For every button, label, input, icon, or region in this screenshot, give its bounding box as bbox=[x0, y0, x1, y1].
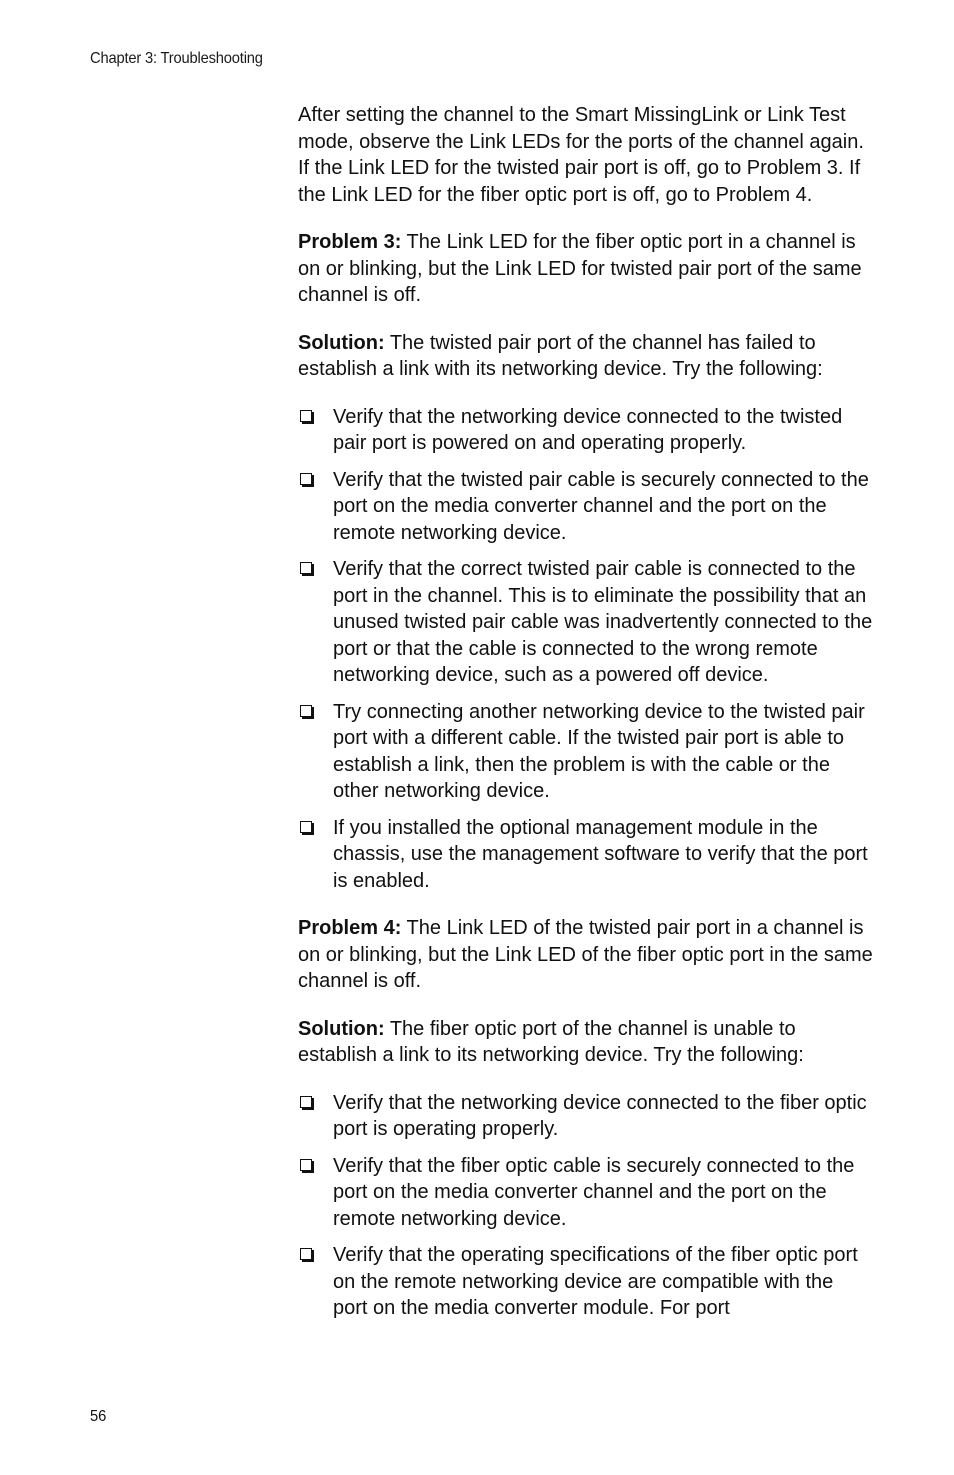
checkbox-icon bbox=[300, 562, 312, 574]
problem-3-text: The Link LED for the fiber optic port in a channel is on or blinking, but the Link LED for twisted pair port of the same channel is off. bbox=[298, 231, 862, 306]
checkbox-icon bbox=[300, 1248, 312, 1260]
list-item bbox=[298, 1153, 873, 1233]
solution-4-label: Solution: bbox=[298, 1017, 385, 1040]
checkbox-icon bbox=[300, 705, 312, 717]
list-item-text: If you installed the optional management module in the chassis, use the management software to verify that the port is enabled. bbox=[333, 816, 868, 892]
list-item-text: Verify that the twisted pair cable is securely connected to the port on the media converter channel and the port on the remote networking device. bbox=[333, 468, 869, 544]
solution-3-text: The twisted pair port of the channel has failed to establish a link with its networking device. Try the following: bbox=[298, 331, 823, 380]
list-item-text: Verify that the correct twisted pair cable is connected to the port in the channel. This is to eliminate the possibility that an unused twisted pair cable was inadvertently connected to the port or that the cable is connected to the wrong remote networking device, such as a powered off device. bbox=[333, 558, 873, 686]
problem-4-checklist bbox=[298, 1090, 873, 1322]
problem-3-paragraph bbox=[298, 229, 873, 309]
list-item-text: Verify that the operating specifications of the fiber optic port on the remote networking device are compatible with the port on the media converter module. For port bbox=[333, 1244, 858, 1319]
solution-3-paragraph bbox=[298, 330, 873, 383]
list-item-text: Verify that the networking device connected to the fiber optic port is operating properly. bbox=[333, 1091, 867, 1140]
list-item-text: Try connecting another networking device to the twisted pair port with a different cable. If the twisted pair port is able to establish a link, then the problem is with the cable or the other networking device. bbox=[333, 700, 865, 802]
page-number: 56 bbox=[90, 1408, 107, 1425]
problem-4-paragraph bbox=[298, 915, 873, 995]
solution-3-label: Solution: bbox=[298, 331, 385, 354]
solution-4-text: The fiber optic port of the channel is unable to establish a link to its networking device. Try the following: bbox=[298, 1017, 804, 1066]
problem-3-checklist bbox=[298, 404, 873, 895]
intro-paragraph: After setting the channel to the Smart MissingLink or Link Test mode, observe the Link LEDs for the ports of the channel again. If the Link LED for the twisted pair port is off, go to Problem 3. If the Link LED for the fiber optic port is off, go to Problem 4. bbox=[298, 104, 864, 206]
list-item bbox=[298, 556, 873, 689]
problem-4-label: Problem 4: bbox=[298, 917, 402, 939]
list-item bbox=[298, 699, 873, 805]
list-item bbox=[298, 404, 873, 457]
list-item bbox=[298, 1090, 873, 1143]
checkbox-icon bbox=[300, 1096, 312, 1108]
problem-3-label: Problem 3: bbox=[298, 231, 402, 253]
list-item bbox=[298, 815, 873, 895]
checkbox-icon bbox=[300, 410, 312, 422]
checkbox-icon bbox=[300, 1159, 312, 1171]
main-content bbox=[298, 102, 873, 1343]
list-item-text: Verify that the networking device connected to the twisted pair port is powered on and operating properly. bbox=[333, 405, 843, 454]
list-item-text: Verify that the fiber optic cable is securely connected to the port on the media converter channel and the port on the remote networking device. bbox=[333, 1154, 855, 1230]
solution-4-paragraph bbox=[298, 1016, 873, 1069]
checkbox-icon bbox=[300, 473, 312, 485]
problem-4-text: The Link LED of the twisted pair port in a channel is on or blinking, but the Link LED of the fiber optic port in the same channel is off. bbox=[298, 917, 873, 992]
running-header: Chapter 3: Troubleshooting bbox=[90, 50, 263, 67]
list-item bbox=[298, 467, 873, 547]
checkbox-icon bbox=[300, 821, 312, 833]
list-item bbox=[298, 1242, 873, 1322]
